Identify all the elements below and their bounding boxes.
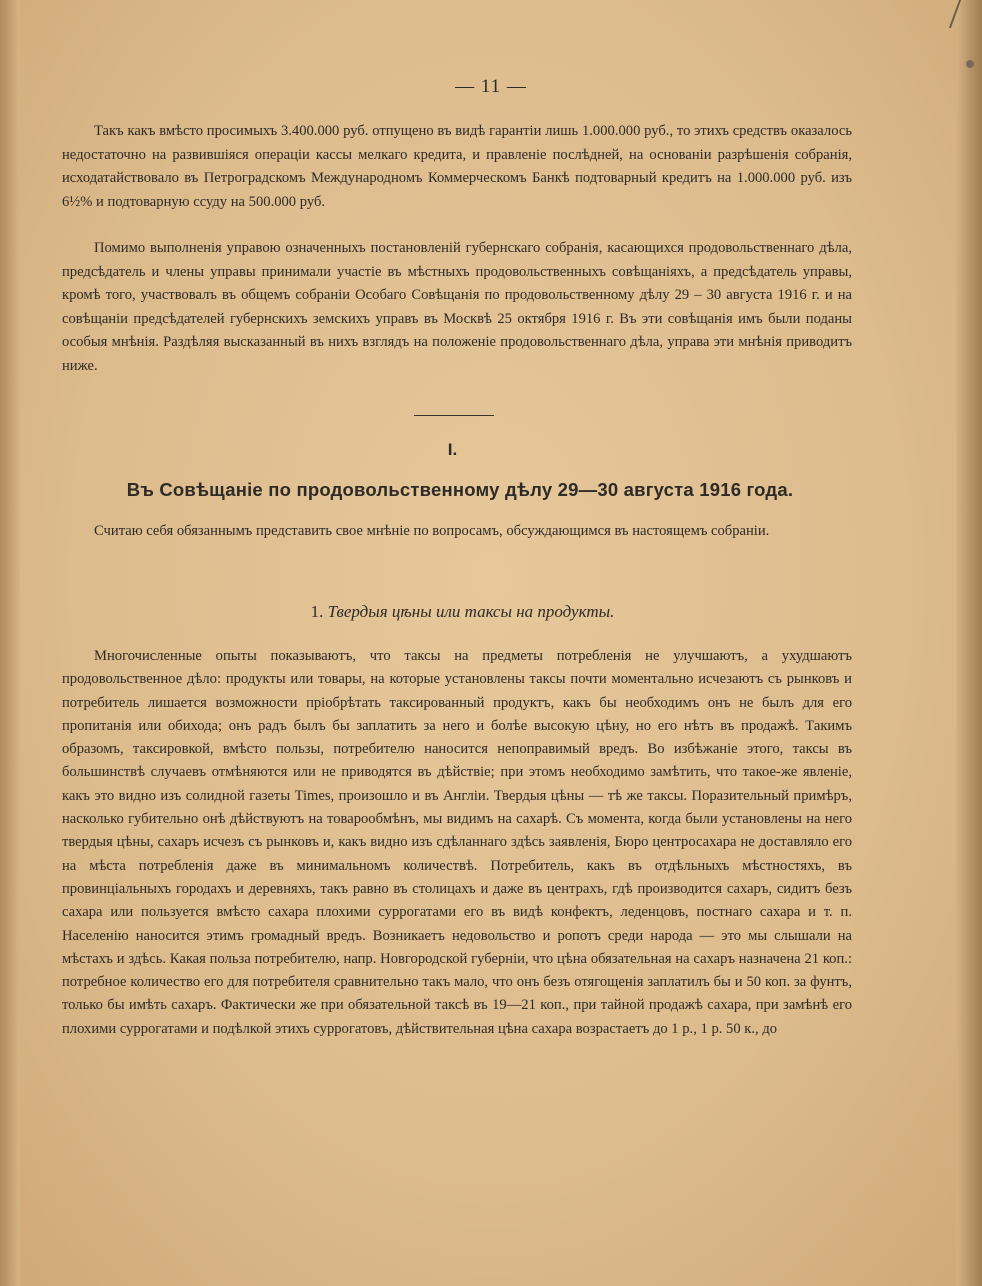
section-numeral: I.: [447, 440, 458, 459]
subsection-title: Твердыя цѣны или таксы на продукты.: [327, 602, 615, 621]
subsection-heading: [0, 602, 925, 622]
paragraph-meetings: [62, 237, 852, 379]
paragraph-text: Считаю себя обязаннымъ представить свое мнѣнiе по вопросамъ, обсуждающимся въ настоящемъ собранiи.: [94, 523, 770, 539]
section-intro: [62, 520, 852, 544]
paragraph-text: Такъ какъ вмѣсто просимыхъ 3.400.000 руб. отпущено въ видѣ гарантiи лишь 1.000.000 руб., то этихъ средствъ оказалось недостаточно на развившiяся операцiи кассы мелкаго кредита, и правленiе послѣдней, на основанiи разрѣшенiя собранiя, исходатайствовало въ Петроградскомъ Международномъ Коммерческомъ Банкѣ подтоварный кредитъ на 1.000.000 руб. изъ 6½% и подтоварную ссуду на 500.000 руб.: [62, 123, 852, 210]
section-heading: Въ Совѣщанiе по продовольственному дѣлу 29—30 августа 1916 года.: [126, 479, 794, 500]
page-left-edge: [0, 0, 20, 1286]
paragraph-text: Многочисленные опыты показываютъ, что таксы на предметы потребленiя не улучшаютъ, а ухудшаютъ продовольственное дѣло: продукты или товары, на которые установлены таксы почти моментально исчезаютъ съ рынковъ и потребитель лишается возможности прiобрѣтать таксированный продуктъ, какъ бы необходимъ онъ не былъ для его пропитанiя или обихода; онъ радъ былъ бы заплатить за него и болѣе высокую цѣну, но его нѣтъ въ продажѣ. Такимъ образомъ, таксировкой, вмѣсто пользы, потребителю наносится непоправимый вредъ. Во избѣжанiе этого, таксы въ большинствѣ случаевъ отмѣняются или не приводятся въ дѣйствiе; при этомъ необходимо замѣтить, что такое-же явленiе, какъ это видно изъ солидной газеты Times, произошло и въ Англiи. Твердыя цѣны — тѣ же таксы. Поразительный примѣръ, насколько губительно онѣ дѣйствуютъ на товарообмѣнъ, мы видимъ на сахарѣ. Съ момента, когда были установлены на него твердыя цѣны, сахаръ исчезъ съ рынковъ и, какъ видно изъ сдѣланнаго здѣсь заявленiя, Бюро центросахара не доставляло его на мѣста потребленiя даже въ минимальномъ количествѣ. Потребитель, какъ въ отдѣльныхъ мѣстностяхъ, въ провинцiальныхъ городахъ и деревняхъ, такъ равно въ столицахъ и даже въ центрахъ, гдѣ производится сахаръ, сидитъ безъ сахара или пользуется вмѣсто сахара плохими суррогатами его въ видѣ конфектъ, леденцовъ, постнаго сахара и т. п. Населенiю наносится этимъ громадный вредъ. Возникаетъ недовольство и ропотъ среди народа — это мы слышали на мѣстахъ и здѣсь. Какая польза потребителю, напр. Новгородской губернiи, что цѣна обязательная на сахаръ назначена 21 коп.: потребное количество его для потребителя сравнительно такъ мало, что онъ безъ отягощенiя заплатилъ бы и 50 коп. за фунтъ, только бы имѣть сахаръ. Фактически же при обязательной таксѣ въ 19—21 коп., при тайной продажѣ сахара, при замѣнѣ его плохими суррогатами и подѣлкой этихъ суррогатовъ, дѣйствительная цѣна сахара возрастаетъ до 1 р., 1 р. 50 к., до: [62, 648, 852, 1037]
page-right-edge: [956, 0, 982, 1286]
subsection-number: 1.: [310, 602, 324, 621]
subsection-body: [62, 645, 852, 1041]
section-divider: [414, 415, 494, 416]
page-number: — 11 —: [455, 76, 527, 97]
binding-hole-mark: [966, 60, 974, 68]
paragraph-guarantee-credit: [62, 120, 852, 214]
paragraph-text: Помимо выполненiя управою означенныхъ постановленiй губернскаго собранiя, касающихся продовольственнаго дѣла, предсѣдатель и члены управы принимали участiе въ мѣстныхъ продовольственныхъ совѣщанiяхъ, а предсѣдатель управы, кромѣ того, участвовалъ въ общемъ собранiи Особаго Совѣщанiя по продовольственному дѣлу 29 – 30 августа 1916 г. и на совѣщанiи предсѣдателей губернскихъ земскихъ управъ въ Москвѣ 25 октября 1916 г. Въ эти совѣщанiя имъ были поданы особыя мнѣнiя. Раздѣляя высказанный въ нихъ взглядъ на положенiе продовольственнаго дѣла, управа эти мнѣнiя приводитъ ниже.: [62, 240, 852, 374]
